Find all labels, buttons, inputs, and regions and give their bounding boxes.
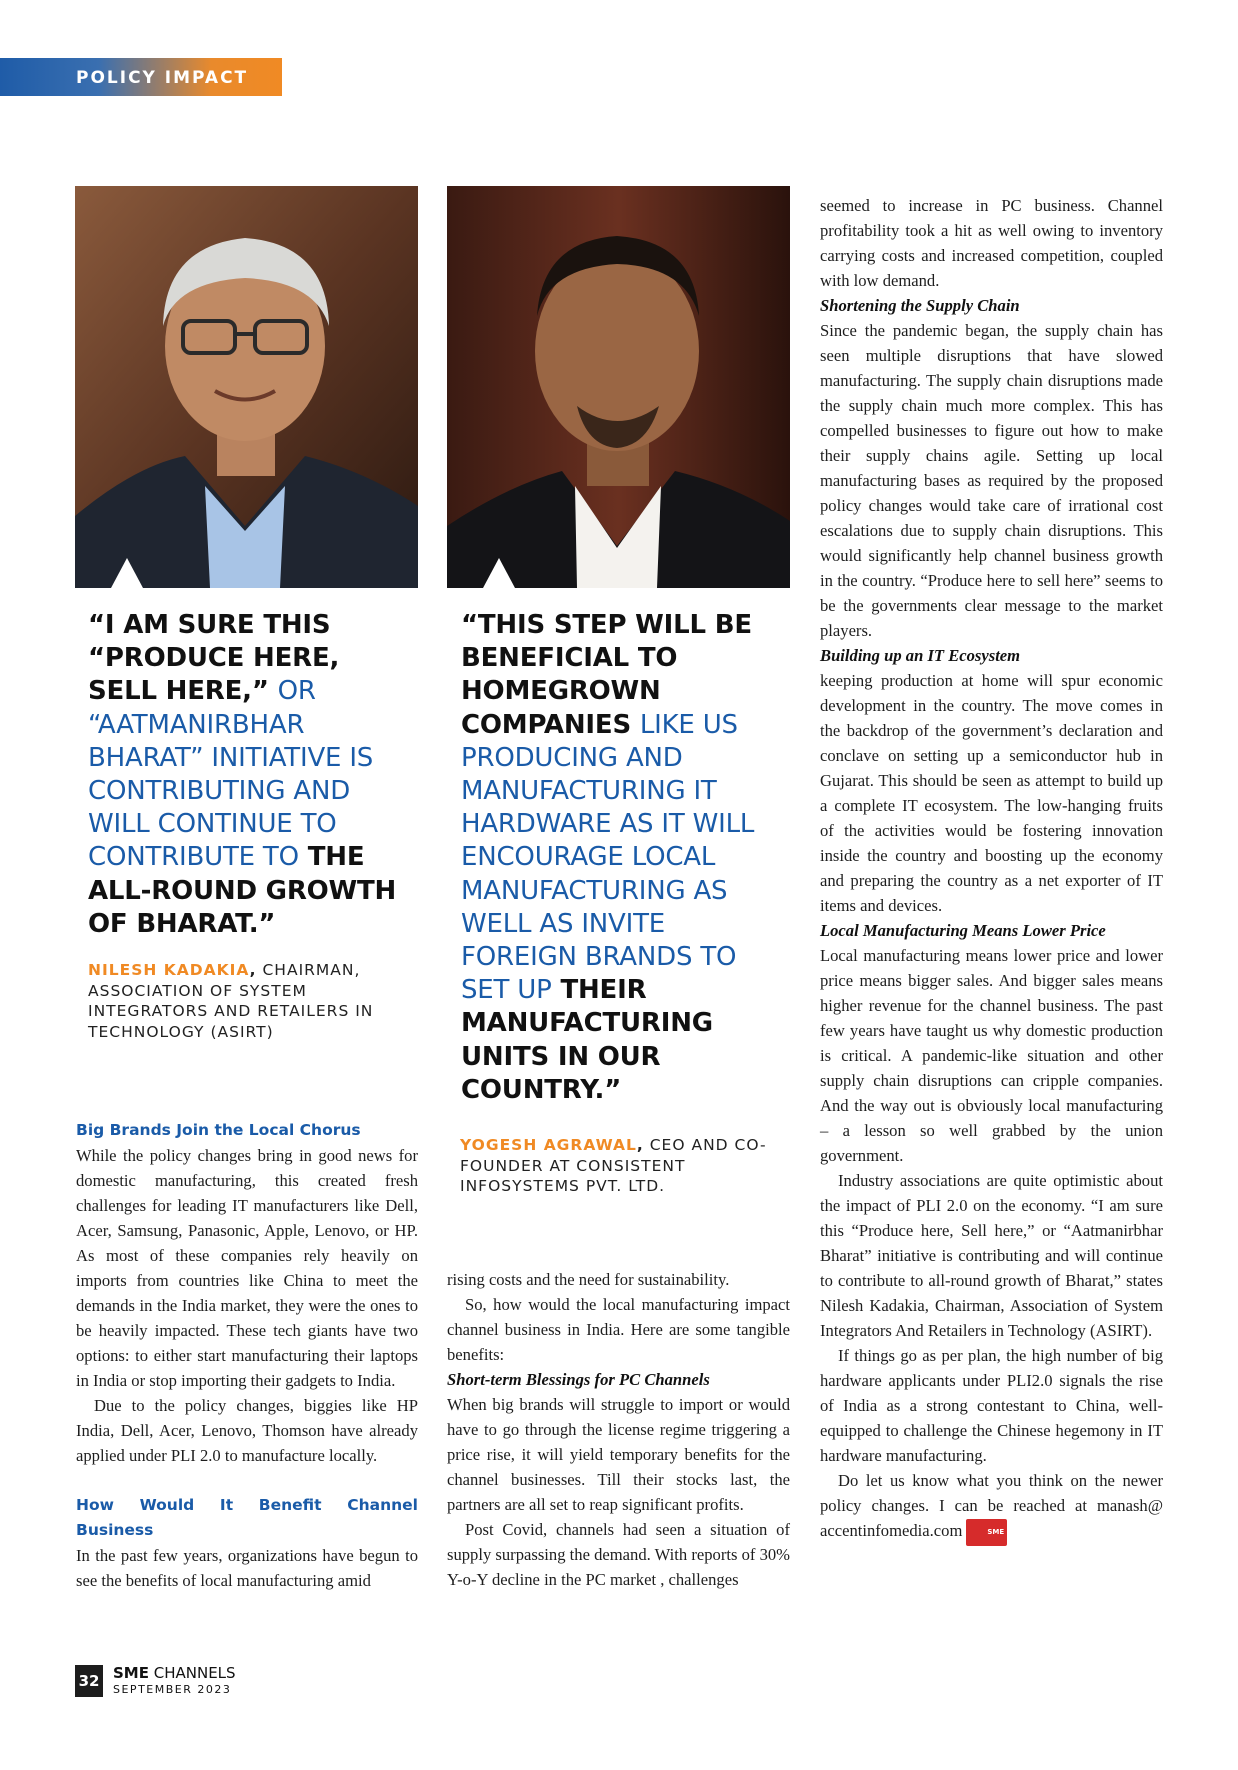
speaker-name: YOGESH AGRAWAL	[460, 1136, 637, 1154]
article-column-3	[820, 193, 1163, 1546]
quote-1-middle: OR “AATMANIRBHAR BHARAT” INITIATIVE IS CONTRIBUTING AND WILL CONTINUE TO CONTRIBUTE TO	[88, 676, 374, 873]
pull-quote-1	[88, 609, 408, 941]
article-column-2	[447, 1267, 790, 1592]
paragraph: Since the pandemic began, the supply chain has seen multiple disruptions that have slowed manufacturing. The supply chain disruptions made the supply chain much more complex. This has compelled businesses to figure out how to make their supply chains agile. Setting up local manufacturing bases as required by the proposed policy changes would take care of irrational cost escalations due to supply chain disruptions. This would significantly help channel business growth in the country. “Produce here to sell here” seems to be the governments clear message to the market players.	[820, 321, 1163, 640]
paragraph: In the past few years, organizations have begun to see the benefits of local manufacturing amid	[76, 1546, 418, 1590]
name-separator: ,	[636, 1136, 644, 1154]
paragraph: Post Covid, channels had seen a situation of supply surpassing the demand. With reports of 30% Y-o-Y decline in the PC market , challenges	[447, 1520, 790, 1589]
issue-date: SEPTEMBER 2023	[113, 1683, 232, 1696]
name-separator: ,	[249, 961, 257, 979]
subheading: Local Manufacturing Means Lower Price	[820, 921, 1106, 940]
quote-2-end: THEIR MANUFACTURING UNITS IN OUR COUNTRY.”	[461, 975, 713, 1105]
article-column-1	[76, 1118, 418, 1593]
closing-paragraph	[820, 1468, 1163, 1546]
paragraph: Local manufacturing means lower price and lower price means bigger sales. And bigger sales means higher revenue for the channel business. The past few years have taught us why domestic production is critical. A pandemic-like situation and other supply chain disruptions can cripple companies. And the way out is obviously local manufacturing – a lesson so well grabbed by the union government.	[820, 946, 1163, 1165]
subheading: How Would It Benefit Channel Business	[76, 1496, 418, 1539]
paragraph: Due to the policy changes, biggies like HP India, Dell, Acer, Lenovo, Thomson have already applied under PLI 2.0 to manufacture locally.	[76, 1396, 418, 1465]
quote-1-attribution	[88, 960, 408, 1042]
quote-2-middle: LIKE US PRODUCING AND MANUFACTURING IT HARDWARE AS IT WILL ENCOURAGE LOCAL MANUFACTURING AS WELL AS INVITE FOREIGN BRANDS TO SET UP	[461, 709, 755, 1006]
magazine-name-bold: SME	[113, 1664, 149, 1682]
paragraph-text: Do let us know what you think on the newer policy changes. I can be reached at manash@ accentinfomedia.com	[820, 1471, 1163, 1540]
quote-2-lead: “THIS STEP WILL BE BENEFICIAL TO HOMEGROWN COMPANIES	[461, 610, 752, 740]
magazine-name	[113, 1664, 236, 1682]
magazine-name-rest: CHANNELS	[148, 1664, 236, 1682]
portrait-yogesh-agrawal	[447, 186, 790, 588]
paragraph: If things go as per plan, the high number of big hardware applicants under PLI2.0 signals the rise of India as a strong contestant to China, well-equipped to challenge the Chinese hegemony in IT hardware manufacturing.	[820, 1346, 1163, 1465]
subheading: Building up an IT Ecosystem	[820, 646, 1021, 665]
speaker-name: NILESH KADAKIA	[88, 961, 250, 979]
paragraph: Industry associations are quite optimistic about the impact of PLI 2.0 on the economy. “I am sure this “Produce here, Sell here,” or “Aatmanirbhar Bharat” initiative is contributing and will continue to contribute to all-round growth of Bharat,” states Nilesh Kadakia, Chairman, Association of System Integrators And Retailers in Technology (ASIRT).	[820, 1171, 1163, 1340]
paragraph: So, how would the local manufacturing impact channel business in India. Here are some tangible benefits:	[447, 1295, 790, 1364]
quote-2-attribution	[460, 1135, 780, 1197]
paragraph: When big brands will struggle to import or would have to go through the license regime triggering a price rise, it will yield temporary benefits for the channel businesses. Till their stocks last, the partners are all set to reap significant profits.	[447, 1395, 790, 1514]
paragraph: While the policy changes bring in good news for domestic manufacturing, this created fresh challenges for leading IT manufacturers like Dell, Acer, Samsung, Panasonic, Apple, Lenovo, or HP. As most of these companies rely heavily on imports from countries like China to meet the demands in the India market, they were the ones to be heavily impacted. These tech giants have two options: to either start manufacturing their laptops in India or stop importing their gadgets to India.	[76, 1146, 418, 1390]
subheading: Big Brands Join the Local Chorus	[76, 1121, 361, 1139]
paragraph: seemed to increase in PC business. Channel profitability took a hit as well owing to inventory carrying costs and increased competition, coupled with low demand.	[820, 196, 1163, 290]
quote-1-end: THE ALL-ROUND GROWTH OF BHARAT.”	[88, 842, 397, 939]
quote-1-lead: “I AM SURE THIS “PRODUCE HERE, SELL HERE,”	[88, 610, 340, 707]
section-tab	[0, 58, 282, 96]
speaker-title: CHAIRMAN, ASSOCIATION OF SYSTEM INTEGRATORS AND RETAILERS IN TECHNOLOGY (ASIRT)	[88, 961, 374, 1041]
page-number: 32	[75, 1665, 103, 1697]
portrait-nilesh-kadakia	[75, 186, 418, 588]
paragraph: keeping production at home will spur economic development in the country. The move comes in the backdrop of the government’s declaration and conclave on setting up a semiconductor hub in Gujarat. This should be seen as attempt to build up a complete IT ecosystem. The low-hanging fruits of the activities would be fostering innovation inside the country and boosting up the economy and preparing the country as a net exporter of IT items and devices.	[820, 671, 1163, 915]
end-mark-logo: SME	[966, 1519, 1007, 1546]
speaker-title: CEO AND CO-FOUNDER AT CONSISTENT INFOSYSTEMS PVT. LTD.	[460, 1136, 767, 1195]
section-label: POLICY IMPACT	[76, 68, 249, 88]
subheading: Short-term Blessings for PC Channels	[447, 1370, 710, 1389]
pull-quote-2	[461, 609, 781, 1107]
subheading: Shortening the Supply Chain	[820, 296, 1020, 315]
paragraph: rising costs and the need for sustainability.	[447, 1270, 730, 1289]
